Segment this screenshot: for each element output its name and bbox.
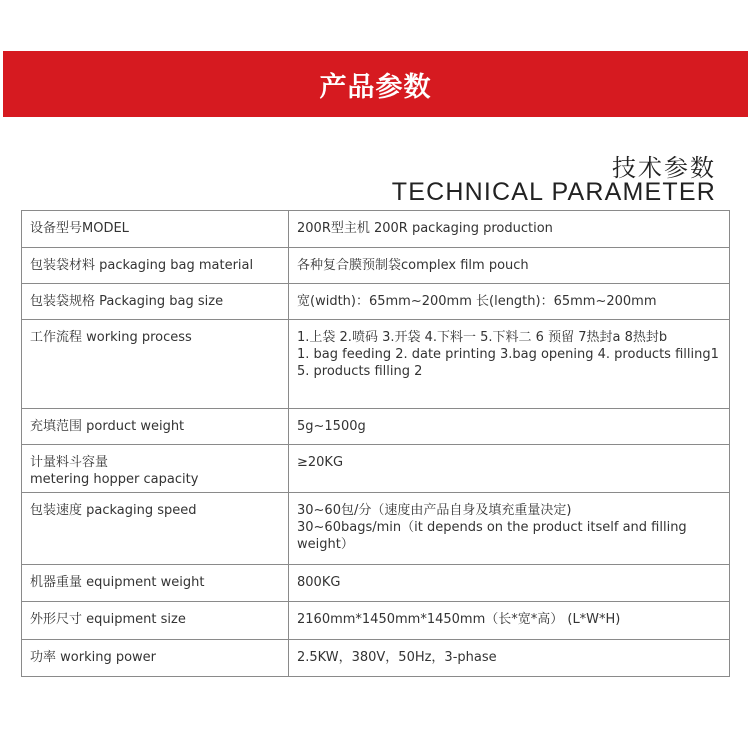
table-row [22,211,730,248]
spec-label: 设备型号MODEL [22,211,289,248]
table-row [22,602,730,640]
spec-label: 计量料斗容量 metering hopper capacity [22,445,289,493]
spec-value: 200R型主机 200R packaging production [289,211,730,248]
spec-label: 包装速度 packaging speed [22,493,289,565]
spec-value: 30~60包/分（速度由产品自身及填充重量决定) 30~60bags/min（it depends on the product itself and filling weight） [289,493,730,565]
table-row [22,565,730,602]
table-row [22,493,730,565]
spec-value: 2.5KW，380V，50Hz，3-phase [289,640,730,677]
spec-value: 宽(width)：65mm~200mm 长(length)：65mm~200mm [289,284,730,320]
spec-value: 2160mm*1450mm*1450mm（长*宽*高） (L*W*H) [289,602,730,640]
spec-label: 充填范围 porduct weight [22,409,289,445]
spec-value: 1.上袋 2.喷码 3.开袋 4.下料一 5.下料二 6 预留 7热封a 8热封b 1. bag feeding 2. date printing 3.bag opening 4. products filling1 5. products filling 2 [289,320,730,409]
header-banner [3,51,748,117]
table-row [22,445,730,493]
spec-value: 各种复合膜预制袋complex film pouch [289,248,730,284]
table-row [22,320,730,409]
spec-label: 机器重量 equipment weight [22,565,289,602]
section-heading-cn: 技术参数 [612,154,716,182]
spec-table [21,210,730,677]
banner-title: 产品参数 [319,71,432,103]
table-row [22,284,730,320]
table-row [22,409,730,445]
section-heading-en: TECHNICAL PARAMETER [391,178,716,206]
table-row [22,640,730,677]
spec-label: 工作流程 working process [22,320,289,409]
table-row [22,248,730,284]
spec-label: 包装袋规格 Packaging bag size [22,284,289,320]
spec-value: 800KG [289,565,730,602]
spec-value: 5g~1500g [289,409,730,445]
spec-label: 包装袋材料 packaging bag material [22,248,289,284]
spec-value: ≥20KG [289,445,730,493]
spec-label: 外形尺寸 equipment size [22,602,289,640]
spec-label: 功率 working power [22,640,289,677]
